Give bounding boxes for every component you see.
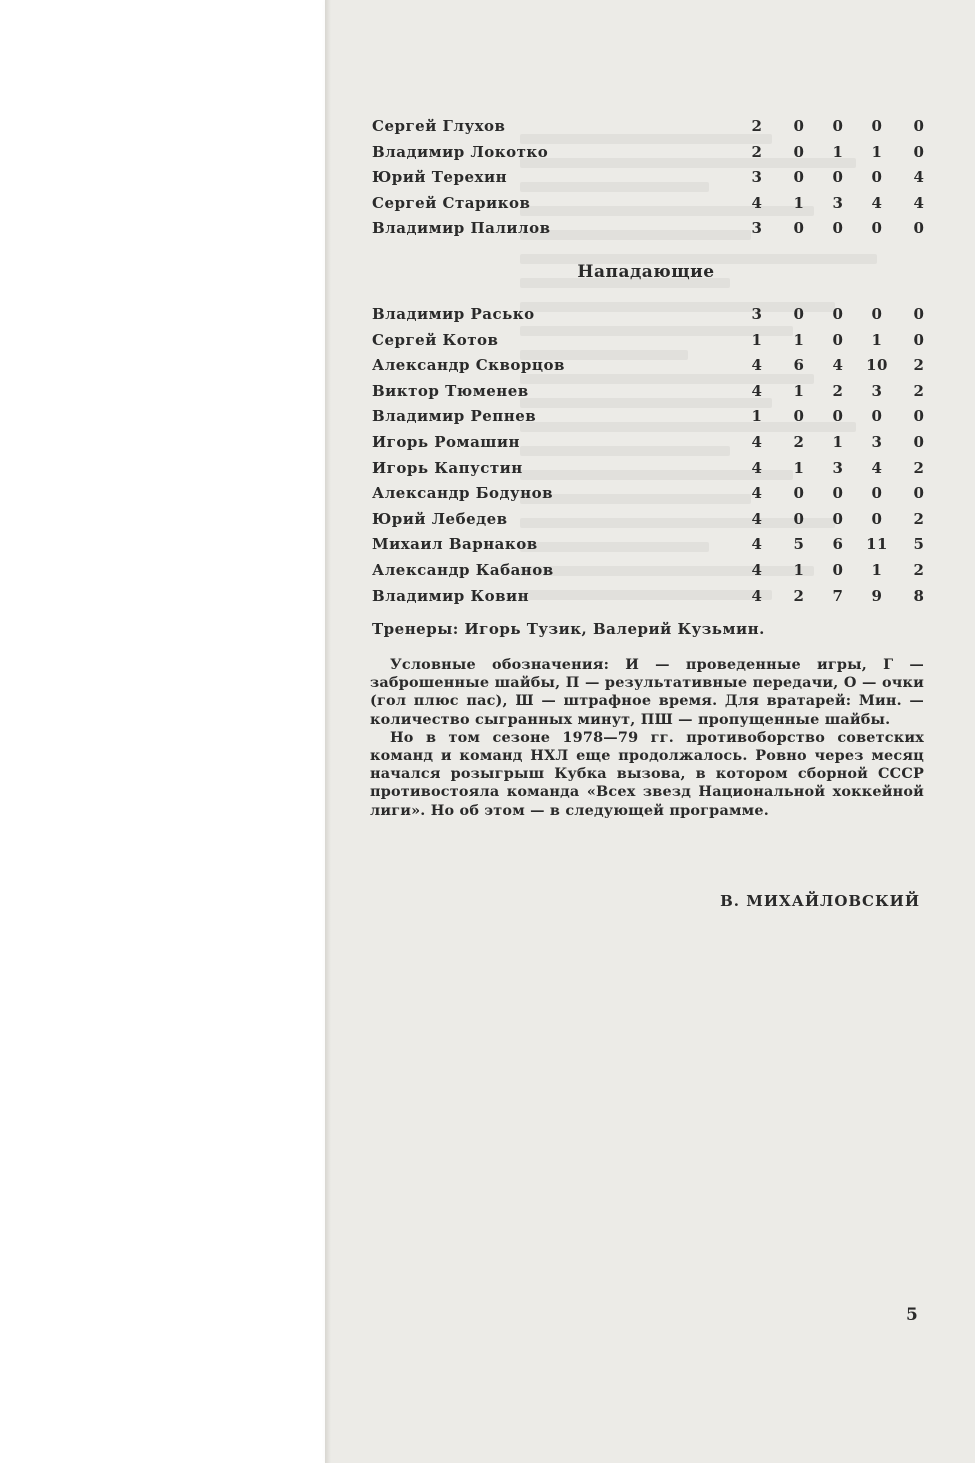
stat-points: 0 (871, 484, 883, 503)
stat-assists: 0 (832, 560, 844, 579)
stat-points: 10 (866, 356, 888, 375)
player-name: Виктор Тюменев (372, 381, 529, 400)
page-number: 5 (906, 1305, 918, 1325)
stat-goals: 1 (793, 560, 805, 579)
table-row (372, 216, 932, 242)
stat-goals: 0 (793, 509, 805, 528)
section-heading: Нападающие (577, 262, 715, 282)
stat-assists: 1 (832, 142, 844, 161)
stat-points: 4 (871, 193, 883, 212)
stat-games: 4 (751, 458, 763, 477)
stat-assists: 6 (832, 535, 844, 554)
table-row (372, 456, 932, 482)
stat-points: 0 (871, 407, 883, 426)
stat-goals: 5 (793, 535, 805, 554)
stat-games: 4 (751, 193, 763, 212)
table-row (372, 404, 932, 430)
stat-games: 4 (751, 432, 763, 451)
stat-points: 0 (871, 117, 883, 135)
stat-points: 3 (871, 432, 883, 451)
player-name: Александр Кабанов (372, 560, 554, 579)
stat-penalty: 2 (913, 458, 925, 477)
stat-points: 0 (871, 509, 883, 528)
stat-goals: 1 (793, 458, 805, 477)
stat-penalty: 2 (913, 509, 925, 528)
stat-goals: 0 (793, 142, 805, 161)
table-row (372, 191, 932, 217)
stat-assists: 0 (832, 219, 844, 238)
stat-penalty: 2 (913, 381, 925, 400)
stat-games: 3 (751, 305, 763, 323)
coaches-line: Тренеры: Игорь Тузик, Валерий Кузьмин. (372, 620, 765, 638)
player-name: Михаил Варнаков (372, 535, 538, 554)
stat-penalty: 2 (913, 560, 925, 579)
stat-assists: 0 (832, 117, 844, 135)
table-row (372, 558, 932, 584)
table-row (372, 430, 932, 456)
stat-goals: 0 (793, 305, 805, 323)
stat-penalty: 0 (913, 484, 925, 503)
stat-penalty: 0 (913, 330, 925, 349)
closing-paragraph: Но в том сезоне 1978—79 гг. противоборство советских команд и команд НХЛ еще продолжалось. Ровно через месяц начался розыгрыш Кубка вызова, в котором сборной СССР противостояла команда «Всех звезд Национальной хоккейной лиги». Но об этом — в следующей программе. (370, 728, 924, 819)
stat-games: 2 (751, 117, 763, 135)
player-name: Александр Скворцов (372, 356, 565, 375)
stat-games: 2 (751, 142, 763, 161)
stat-goals: 1 (793, 193, 805, 212)
stat-penalty: 2 (913, 356, 925, 375)
stat-assists: 1 (832, 432, 844, 451)
player-name: Владимир Палилов (372, 219, 551, 238)
page-binding-edge (325, 0, 331, 1463)
player-name: Сергей Котов (372, 330, 499, 349)
stat-goals: 1 (793, 381, 805, 400)
stat-goals: 1 (793, 330, 805, 349)
stat-points: 0 (871, 305, 883, 323)
defenders-stats-table (372, 114, 932, 242)
stat-points: 0 (871, 219, 883, 238)
stat-goals: 0 (793, 484, 805, 503)
table-row (372, 584, 932, 610)
player-name: Александр Бодунов (372, 484, 554, 503)
stat-penalty: 0 (913, 142, 925, 161)
author-signature: В. МИХАЙЛОВСКИЙ (720, 892, 920, 910)
table-row (372, 353, 932, 379)
legend-paragraph: Условные обозначения: И — проведенные игры, Г — заброшенные шайбы, П — результативные передачи, О — очки (гол плюс пас), Ш — штрафное время. Для вратарей: Мин. — количество сыгранных минут, ПШ — пропущенные шайбы. (370, 656, 924, 728)
stat-goals: 2 (793, 586, 805, 605)
stat-games: 4 (751, 484, 763, 503)
table-row (372, 328, 932, 354)
stat-assists: 0 (832, 168, 844, 187)
player-name: Сергей Глухов (372, 117, 506, 135)
stat-games: 4 (751, 509, 763, 528)
table-row (372, 302, 932, 328)
article-text (370, 656, 924, 820)
player-name: Владимир Расько (372, 305, 535, 323)
stat-penalty: 8 (913, 586, 925, 605)
player-name: Игорь Ромашин (372, 432, 521, 451)
table-row (372, 507, 932, 533)
stat-penalty: 4 (913, 193, 925, 212)
stat-assists: 0 (832, 509, 844, 528)
stat-points: 1 (871, 560, 883, 579)
table-row (372, 114, 932, 140)
stat-points: 11 (866, 535, 888, 554)
stat-games: 4 (751, 586, 763, 605)
stat-points: 4 (871, 458, 883, 477)
player-name: Игорь Капустин (372, 458, 523, 477)
stat-games: 4 (751, 560, 763, 579)
stat-penalty: 0 (913, 305, 925, 323)
table-row (372, 532, 932, 558)
stat-penalty: 5 (913, 535, 925, 554)
stat-assists: 0 (832, 330, 844, 349)
stat-assists: 2 (832, 381, 844, 400)
stat-points: 0 (871, 168, 883, 187)
stat-games: 3 (751, 219, 763, 238)
stat-penalty: 0 (913, 219, 925, 238)
player-name: Владимир Ковин (372, 586, 530, 605)
stat-games: 4 (751, 381, 763, 400)
stat-assists: 3 (832, 193, 844, 212)
stat-points: 9 (871, 586, 883, 605)
stat-penalty: 0 (913, 407, 925, 426)
stat-assists: 0 (832, 305, 844, 323)
table-row (372, 165, 932, 191)
player-name: Владимир Локотко (372, 142, 549, 161)
stat-penalty: 0 (913, 432, 925, 451)
stat-goals: 6 (793, 356, 805, 375)
stat-games: 1 (751, 407, 763, 426)
player-name: Юрий Терехин (372, 168, 508, 187)
stat-points: 1 (871, 142, 883, 161)
stat-games: 3 (751, 168, 763, 187)
stat-games: 1 (751, 330, 763, 349)
stat-goals: 0 (793, 219, 805, 238)
stat-games: 4 (751, 535, 763, 554)
player-name: Юрий Лебедев (372, 509, 508, 528)
stat-goals: 2 (793, 432, 805, 451)
stat-goals: 0 (793, 168, 805, 187)
stat-penalty: 0 (913, 117, 925, 135)
table-row (372, 481, 932, 507)
stat-assists: 0 (832, 407, 844, 426)
stat-points: 1 (871, 330, 883, 349)
stat-penalty: 4 (913, 168, 925, 187)
stat-goals: 0 (793, 407, 805, 426)
table-row (372, 140, 932, 166)
player-name: Сергей Стариков (372, 193, 531, 212)
stat-assists: 7 (832, 586, 844, 605)
stat-games: 4 (751, 356, 763, 375)
player-name: Владимир Репнев (372, 407, 537, 426)
stat-assists: 0 (832, 484, 844, 503)
forwards-stats-table (372, 302, 932, 609)
stat-assists: 3 (832, 458, 844, 477)
stat-goals: 0 (793, 117, 805, 135)
forwards-section-title (374, 262, 934, 282)
stat-points: 3 (871, 381, 883, 400)
table-row (372, 379, 932, 405)
stat-assists: 4 (832, 356, 844, 375)
